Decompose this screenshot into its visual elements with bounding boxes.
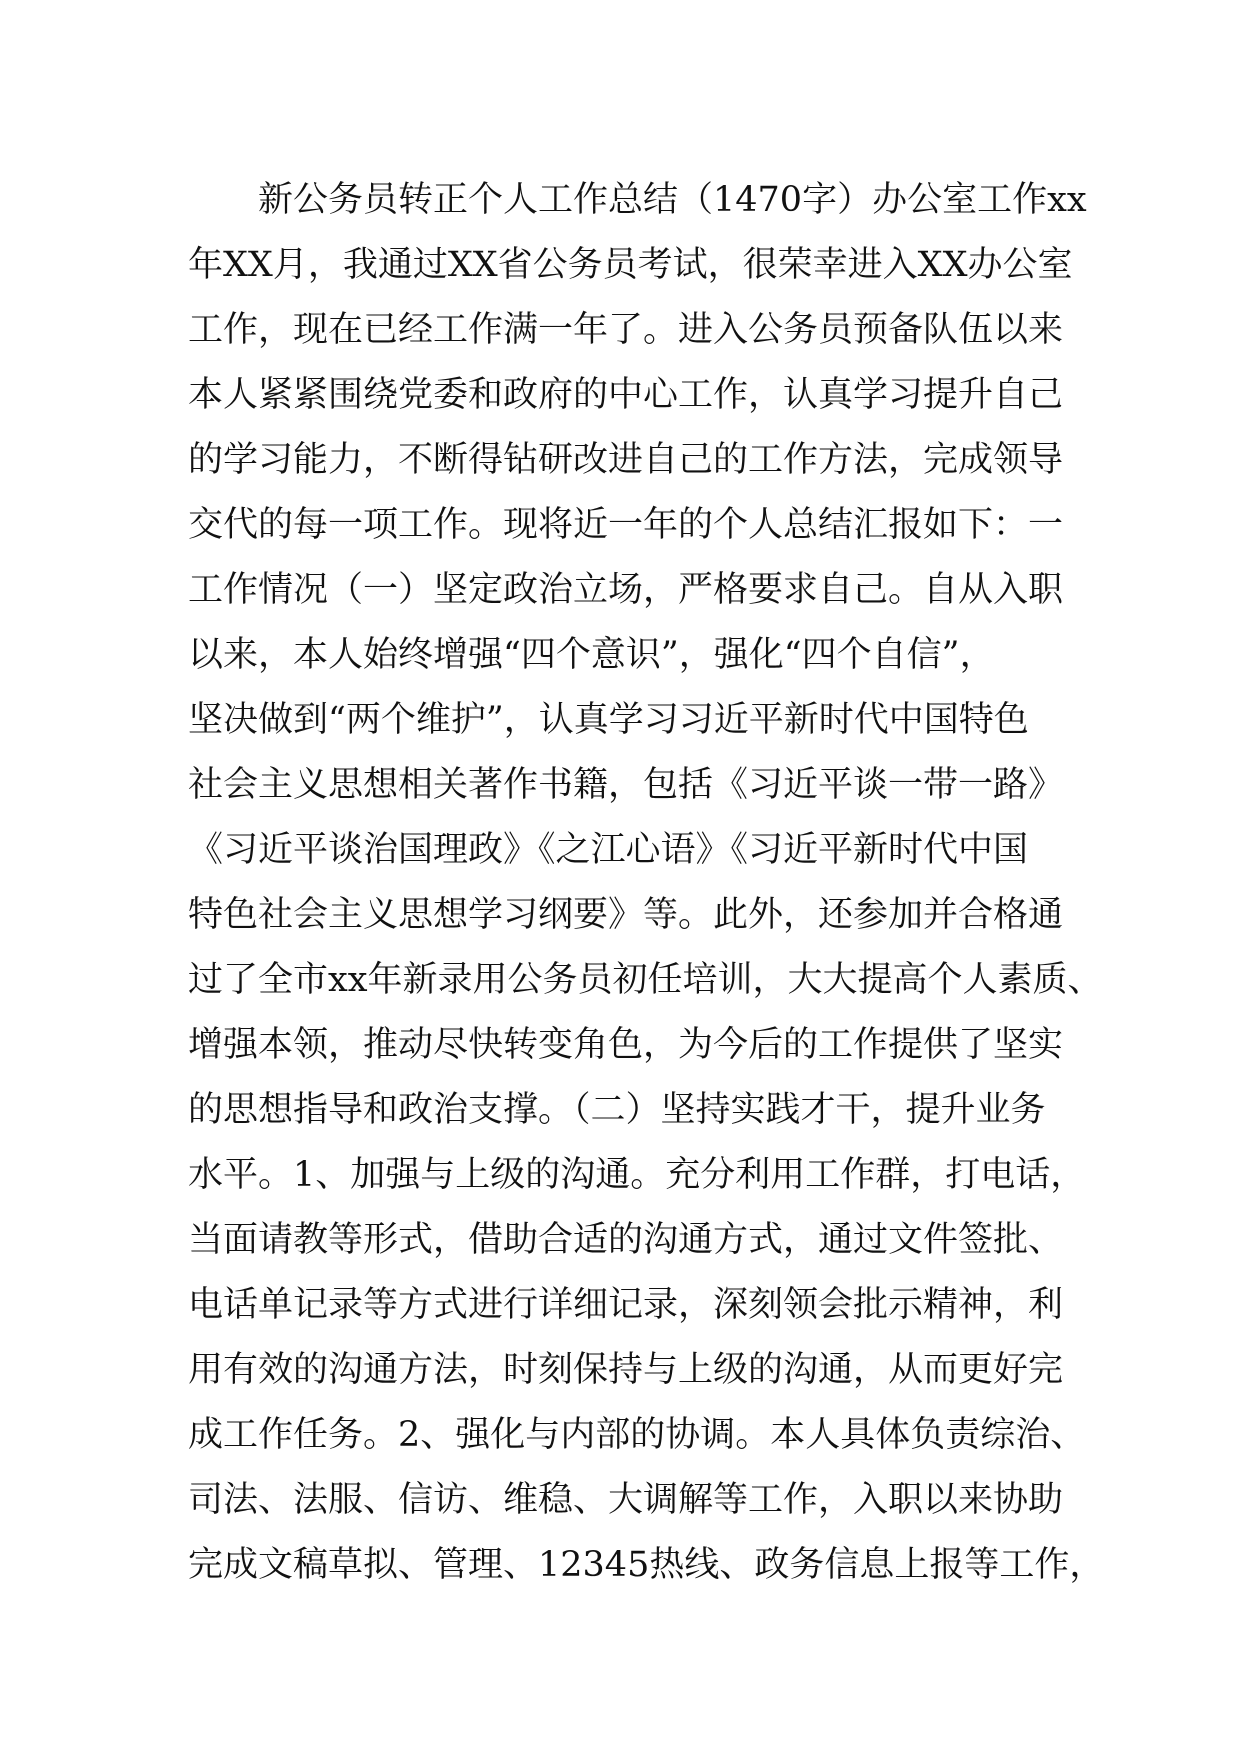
text-line: 用有效的沟通方法，时刻保持与上级的沟通，从而更好完	[188, 1350, 1064, 1390]
body-paragraph	[188, 168, 1105, 1598]
text-line: 交代的每一项工作。现将近一年的个人总结汇报如下：一	[188, 505, 1064, 545]
text-line: 特色社会主义思想学习纲要》等。此外，还参加并合格通	[188, 895, 1064, 935]
text-line: 的思想指导和政治支撑。（二）坚持实践才干，提升业务	[188, 1090, 1046, 1130]
text-line: 年XX月，我通过XX省公务员考试，很荣幸进入XX办公室	[188, 245, 1073, 285]
text-line: 社会主义思想相关著作书籍，包括《习近平谈一带一路》	[188, 765, 1064, 805]
text-line: 当面请教等形式，借助合适的沟通方式，通过文件签批、	[188, 1220, 1064, 1260]
text-line: 完成文稿草拟、管理、12345热线、政务信息上报等工作，	[188, 1545, 1105, 1585]
text-line: 本人紧紧围绕党委和政府的中心工作，认真学习提升自己	[188, 375, 1064, 415]
text-line: 的学习能力，不断得钻研改进自己的工作方法，完成领导	[188, 440, 1064, 480]
text-line: 增强本领，推动尽快转变角色，为今后的工作提供了坚实	[188, 1025, 1064, 1065]
text-line: 电话单记录等方式进行详细记录，深刻领会批示精神，利	[188, 1285, 1064, 1325]
text-line: 成工作任务。2、强化与内部的协调。本人具体负责综治、	[188, 1415, 1086, 1455]
text-line: 《习近平谈治国理政》《之江心语》《习近平新时代中国	[188, 830, 1029, 870]
text-line: 水平。1、加强与上级的沟通。充分利用工作群，打电话，	[188, 1155, 1086, 1195]
text-line: 坚决做到“两个维护”，认真学习习近平新时代中国特色	[188, 700, 1029, 740]
text-line: 过了全市xx年新录用公务员初任培训，大大提高个人素质、	[188, 960, 1103, 1000]
text-line: 工作，现在已经工作满一年了。进入公务员预备队伍以来	[188, 310, 1064, 350]
text-line: 司法、法服、信访、维稳、大调解等工作，入职以来协助	[188, 1480, 1064, 1520]
text-line: 新公务员转正个人工作总结（1470字）办公室工作xx	[258, 180, 1087, 220]
text-line: 工作情况（一）坚定政治立场，严格要求自己。自从入职	[188, 570, 1064, 610]
text-line: 以来，本人始终增强“四个意识”，强化“四个自信”，	[188, 635, 995, 675]
